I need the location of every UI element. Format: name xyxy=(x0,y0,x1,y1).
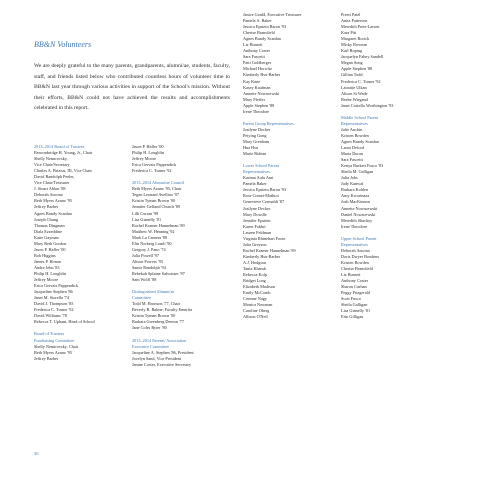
volunteer-name: Anita Patterson xyxy=(341,18,368,24)
volunteer-name: Janet Costello Worthington '93 xyxy=(341,102,394,108)
volunteer-name: Samir Randolph '94 xyxy=(132,264,166,270)
volunteer-name: Kristin Tyman Brown '00 xyxy=(132,313,176,319)
volunteer-name: Lisa Gianelly '81 xyxy=(341,308,371,314)
volunteer-name: Gregory J. Pano '74 xyxy=(132,246,166,252)
volunteer-name: Tania Kharak xyxy=(243,265,266,271)
volunteer-name: Rachel Kramer Hannelman '89 xyxy=(132,222,185,228)
volunteer-name: Jacqueline Stephen '86 xyxy=(34,289,73,295)
volunteer-name: Tegan Leonard Avellino '97 xyxy=(132,192,180,198)
volunteer-name: Bridget Long xyxy=(243,278,266,284)
volunteer-name: Lisa Gianelly '81 xyxy=(132,216,162,222)
volunteer-name: Karl Roping xyxy=(341,48,363,54)
volunteer-column-4 xyxy=(341,12,393,320)
volunteer-name: Sharon Curhan xyxy=(341,284,367,290)
volunteer-name: Shelly Nemirovsky, xyxy=(34,156,68,162)
volunteer-name: Meredith Shachoy xyxy=(341,217,373,223)
volunteer-name: Laura Deford xyxy=(341,145,365,151)
volunteer-column-2 xyxy=(132,144,194,368)
volunteer-name: Beth Myers Azano '95 xyxy=(34,198,72,204)
volunteer-name: Agnes Bundy Scanlan xyxy=(34,210,72,216)
volunteer-name: A.J. Hodgson xyxy=(243,259,267,265)
volunteer-name: J. Stuart Ablon '88 xyxy=(34,186,66,192)
volunteer-name: Matthew W. Henning '92 xyxy=(132,228,175,234)
volunteer-name: Beebe Wiegand xyxy=(341,96,368,102)
volunteer-name: Beth Myers Azano '95, Chair xyxy=(132,186,182,192)
volunteer-name: Kasey Kaufman xyxy=(243,84,271,90)
volunteer-name: Hua Hsu xyxy=(243,145,258,151)
volunteer-name: Michael Horwitz xyxy=(243,66,272,72)
volunteer-name: Karima Aulu Ami xyxy=(243,175,274,181)
volunteer-name: Marie Rideau xyxy=(243,151,267,157)
volunteer-name: Alison Si Wade xyxy=(341,90,368,96)
volunteer-name: Josh MacKinnon xyxy=(341,199,370,205)
page-title: BB&N Volunteers xyxy=(34,40,92,49)
volunteer-name: Jocelyn Sand, Vice President xyxy=(132,355,182,361)
volunteer-name: Julia Powell '97 xyxy=(132,252,159,258)
section-heading: Upper School Parent xyxy=(341,235,377,241)
volunteer-name: Julie Anchin xyxy=(341,126,363,132)
volunteer-name: James P. Honan xyxy=(34,258,61,264)
section-heading: Board of Trustees xyxy=(34,331,65,337)
volunteer-name: Lauratte Ulkan xyxy=(341,84,367,90)
section-heading: Middle School Parent xyxy=(341,114,379,120)
volunteer-name: Jennifer Epstein xyxy=(243,217,271,223)
volunteer-name: Kara Pitt xyxy=(341,30,357,36)
volunteer-name: Peggy Fitzgerald xyxy=(341,290,370,296)
volunteer-name: Beth Myers Azano '95 xyxy=(34,349,72,355)
volunteer-name: Barbara Kohlen xyxy=(341,187,369,193)
volunteer-name: Lilli Curran '98 xyxy=(132,210,159,216)
section-heading: Executive Committee xyxy=(132,343,169,349)
volunteer-name: Kay Kane xyxy=(243,78,261,84)
section-heading: Representatives xyxy=(341,120,368,126)
section-heading: 2013–2014 Parents' Association xyxy=(132,337,187,343)
volunteer-name: Doris Dwyer Boudens xyxy=(341,253,380,259)
volunteer-name: Diala Ezzeddine xyxy=(34,228,62,234)
section-heading: Parent Group Representatives xyxy=(243,120,294,126)
volunteer-name: Corinne Nagy xyxy=(243,296,267,302)
volunteer-column-1 xyxy=(34,144,95,362)
volunteer-name: Irene Theodore xyxy=(243,108,269,114)
section-heading: Lower School Parent xyxy=(243,163,279,169)
volunteer-name: Vice Chair/Secretary xyxy=(34,162,70,168)
volunteer-name: Sheila Galligan xyxy=(341,302,368,308)
volunteer-name: Mary Pfeffer xyxy=(243,96,265,102)
volunteer-name: Kimberly Hsu-Barber xyxy=(243,72,281,78)
volunteer-name: Kristen Bowden xyxy=(341,132,369,138)
volunteer-name: Sheila M. Galligan xyxy=(341,169,374,175)
volunteer-name: Karen Fabbri xyxy=(243,223,266,229)
volunteer-name: Joseph Chung xyxy=(34,216,58,222)
volunteer-name: Annette Nowacewski xyxy=(243,90,280,96)
section-heading: Fundraising Committee xyxy=(34,337,75,343)
volunteer-name: Daniel Nowacewski xyxy=(341,211,376,217)
volunteer-name: Judy Kanwal xyxy=(341,181,364,187)
volunteer-name: Janet M. Storella '74 xyxy=(34,295,69,301)
volunteer-name: Jennifer Gelfand Church '89 xyxy=(132,204,181,210)
volunteer-name: Liz Burnett xyxy=(341,272,361,278)
volunteer-name: Rebekah Splaine Salwasser '97 xyxy=(132,270,185,276)
volunteer-name: Bob Higgins xyxy=(34,252,56,258)
volunteer-name: Cherise Bransfield xyxy=(341,265,373,271)
volunteer-name: Pamela Baker xyxy=(243,181,267,187)
volunteer-name: Virginia Rhinehart Foote xyxy=(243,235,286,241)
volunteer-name: Jacqueline A. Stephen '86, President xyxy=(132,349,194,355)
volunteer-name: Beverly B. Balme, Faculty Emerita xyxy=(132,307,192,313)
volunteer-name: Irene Theodore xyxy=(341,223,367,229)
volunteer-name: Julia Greyson xyxy=(243,241,267,247)
volunteer-name: Frederica C. Turner '92 xyxy=(341,78,381,84)
volunteer-name: Thomas Dingman xyxy=(34,222,65,228)
volunteer-name: Agnes Bundy Scanlan xyxy=(341,138,379,144)
volunteer-name: Apple Stephen '88 xyxy=(243,102,275,108)
volunteer-name: Jeffrey Moore xyxy=(34,277,59,283)
volunteer-name: Mark La Camera '88 xyxy=(132,234,168,240)
volunteer-name: Sara Fascetti xyxy=(341,157,363,163)
volunteer-name: Charles A. Brizius, III, Vice Chair xyxy=(34,168,92,174)
volunteer-name: Margaret Rorick xyxy=(341,36,370,42)
volunteer-name: Rachel Kramer Hannelman '89 xyxy=(243,247,296,253)
volunteer-name: Emily McComb xyxy=(243,290,271,296)
volunteer-name: Amy Kwortnaza xyxy=(341,193,370,199)
intro-paragraph: We are deeply grateful to the many parents, grandparents, alumni/ae, students, faculty, staff, and friends listed below who contributed countless hours of volunteer time to BB&N last year through various activities in support of the School's mission. Without their efforts, BB&N could not have achieved the results and accomplishments celebrated in this report. xyxy=(34,63,230,112)
volunteer-name: Sara Fascetti xyxy=(243,54,265,60)
volunteer-name: Jeffrey Barber xyxy=(34,355,59,361)
volunteer-name: Jane Coles Ryter '80 xyxy=(132,325,167,331)
volunteer-name: Beaconbridge H. Young, Jr., Chair xyxy=(34,150,93,156)
volunteer-name: Patti Goldberger xyxy=(243,60,272,66)
volunteer-name: Caroline Oberg xyxy=(243,308,270,314)
volunteer-name: Janice Gould, Executive Treasurer xyxy=(243,12,302,17)
volunteer-name: Janine Coster, Executive Secretary xyxy=(132,361,192,367)
volunteer-name: Vice Chair/Treasurer xyxy=(34,180,70,186)
volunteer-name: Cherise Bransfield xyxy=(243,30,275,36)
volunteer-name: Jason P. Hafler '00 xyxy=(132,144,164,149)
volunteer-name: Kristin Tyman Brown '00 xyxy=(132,198,176,204)
volunteer-name: David J. Thompson '85 xyxy=(34,301,74,307)
volunteer-name: Gillian Todd xyxy=(341,72,363,78)
volunteer-name: Rebecca Kolp xyxy=(243,272,267,278)
volunteer-name: Kimberly Hsu-Barber xyxy=(243,253,281,259)
volunteer-name: Jeffrey Barber xyxy=(34,204,59,210)
volunteer-name: Elizabeth Madison xyxy=(243,284,275,290)
page-number: 30 xyxy=(34,451,39,456)
volunteer-name: Shelly Nemirovsky, Chair xyxy=(34,343,79,349)
volunteer-name: Meredith Prete-Larsen xyxy=(341,24,380,30)
volunteer-name: David Williams '78 xyxy=(34,313,67,319)
volunteer-name: Philip H. Loughlin xyxy=(132,150,164,156)
volunteer-name: Kristen Bowden xyxy=(341,259,369,265)
section-heading: Representatives xyxy=(341,241,368,247)
section-heading: 2013–2014 Board of Trustees xyxy=(34,144,85,149)
volunteer-name: Philip H. Loughlin xyxy=(34,270,66,276)
volunteer-name: Sam Wolff '88 xyxy=(132,277,157,283)
volunteer-column-3 xyxy=(243,12,302,320)
section-heading: Representatives xyxy=(243,169,270,175)
volunteer-name: Deborah Ancona xyxy=(341,247,370,253)
volunteer-name: Rebecca T. Upham, Head of School xyxy=(34,319,95,325)
volunteer-name: Elin Norberg Lomb '90 xyxy=(132,240,172,246)
volunteer-name: Katie Gayman xyxy=(34,234,59,240)
volunteer-name: Deborah Ancona xyxy=(34,192,63,198)
section-heading: Committee xyxy=(132,295,151,301)
volunteer-name: Peiying Gong xyxy=(243,132,267,138)
volunteer-name: Frederica C. Turner '92 xyxy=(34,307,74,313)
volunteer-name: Josilyne Decker xyxy=(243,205,271,211)
volunteer-name: Jessica Epstein Baron '93 xyxy=(243,187,287,193)
volunteer-name: Anthony Coster xyxy=(243,48,271,54)
volunteer-name: Mary Grenham xyxy=(243,138,270,144)
volunteer-name: Mary Dowdle xyxy=(243,211,267,217)
volunteer-name: Agnes Bundy Scanlan xyxy=(243,36,281,42)
volunteer-name: Erica Gervais Pappendick xyxy=(132,162,177,168)
volunteer-name: Annette Nowacewski xyxy=(341,205,378,211)
volunteer-name: Genevieve Cremaldi '87 xyxy=(243,199,285,205)
volunteer-name: Jeffrey Moore xyxy=(132,156,157,162)
volunteer-name: Erin Gilligan xyxy=(341,314,364,320)
volunteer-name: Monica Newman xyxy=(243,302,273,308)
volunteer-name: Frederica C. Turner '92 xyxy=(132,168,172,174)
volunteer-name: Lauren Feldman xyxy=(243,229,271,235)
volunteer-name: Megan Song xyxy=(341,60,363,66)
volunteer-name: Todd M. Harrison '77, Chair xyxy=(132,301,181,307)
volunteer-name: Preeti Patel xyxy=(341,12,361,17)
volunteer-name: Rose Comet-Mathiot xyxy=(243,193,279,199)
volunteer-name: Josilyne Decker xyxy=(243,126,271,132)
volunteer-name: Apple Stephen '88 xyxy=(341,66,373,72)
volunteer-name: Jessica Epstein Baron '93 xyxy=(243,24,287,30)
section-heading: 2013–2014 Alumni/ae Council xyxy=(132,180,185,186)
volunteer-name: Jason P. Hafler '00 xyxy=(34,246,66,252)
volunteer-name: Barbara Greenberg Denton '77 xyxy=(132,319,185,325)
volunteer-name: Alison Powers '95 xyxy=(132,258,163,264)
volunteer-name: Micky Rowean xyxy=(341,42,368,48)
volunteer-name: David Randolph Peeler, xyxy=(34,174,75,180)
volunteer-name: Andre Jehn '83 xyxy=(34,264,60,270)
volunteer-name: Erica Gervais Pappendick xyxy=(34,283,79,289)
volunteer-name: Julia Jobs xyxy=(341,175,358,181)
volunteer-name: Liz Burnett xyxy=(243,42,263,48)
volunteer-name: Mary Beth Gordon xyxy=(34,240,67,246)
volunteer-name: Kenya Burkett Fusco '83 xyxy=(341,163,384,169)
section-heading: Distinguished Alumni/ae xyxy=(132,289,175,295)
volunteer-name: Allison O'Neil xyxy=(243,314,268,320)
volunteer-name: Scott Fusco xyxy=(341,296,361,302)
volunteer-name: Anthony Coster xyxy=(341,278,369,284)
volunteer-name: Jacquelyn Fahey Sandell xyxy=(341,54,384,60)
volunteer-name: Pamela A. Baker xyxy=(243,18,272,24)
volunteer-name: Maria Duran xyxy=(341,151,363,157)
